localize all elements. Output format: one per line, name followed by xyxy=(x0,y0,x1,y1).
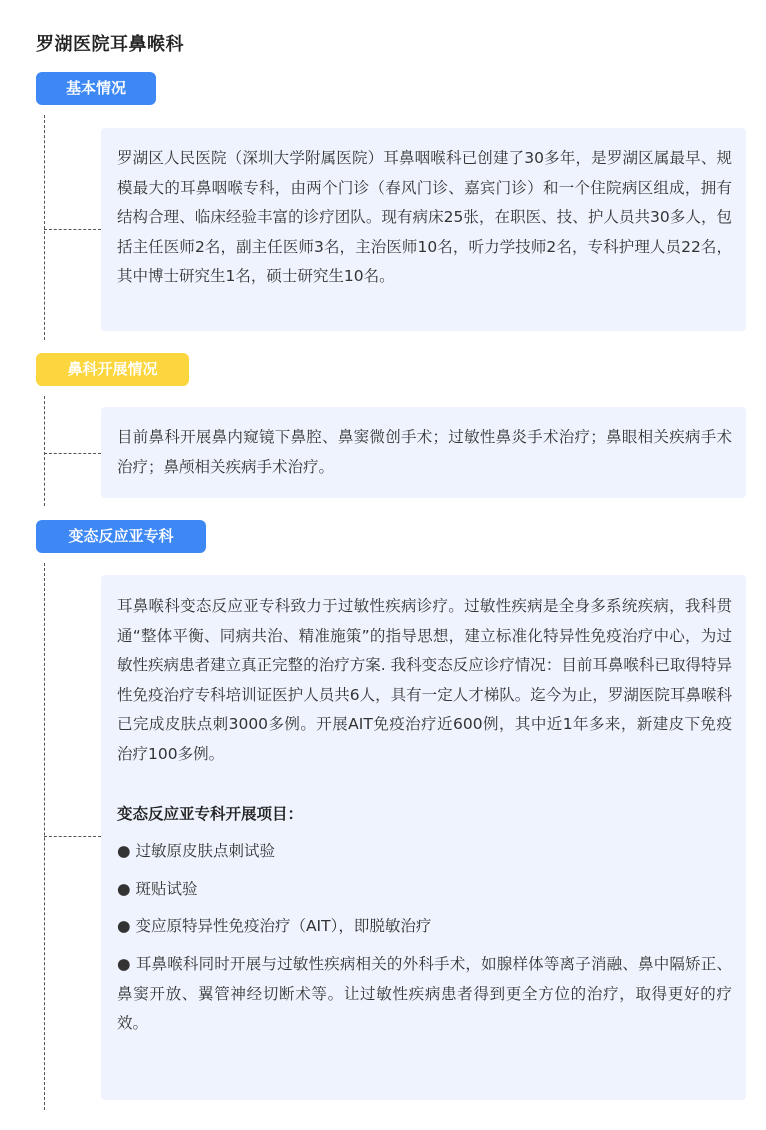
timeline-connector-nose xyxy=(44,453,101,454)
timeline-line-basic xyxy=(44,115,45,340)
section-card-nose xyxy=(101,407,746,498)
allergy-items-heading: 变态反应亚专科开展项目： xyxy=(117,804,304,823)
list-item: ● 斑贴试验 xyxy=(117,879,198,898)
timeline-connector-allergy xyxy=(44,836,101,837)
list-item: ● 过敏原皮肤点刺试验 xyxy=(117,842,275,861)
section-text-nose: 目前鼻科开展鼻内窥镜下鼻腔、鼻窦微创手术；过敏性鼻炎手术治疗；鼻眼相关疾病手术治疗；鼻颅相关疾病手术治疗。 xyxy=(117,428,732,476)
section-tag-basic: 基本情况 xyxy=(36,72,156,105)
section-tag-allergy: 变态反应亚专科 xyxy=(36,520,206,553)
section-tag-nose: 鼻科开展情况 xyxy=(36,353,189,386)
section-card-basic xyxy=(101,128,746,331)
page-title: 罗湖医院耳鼻喉科 xyxy=(36,34,184,55)
section-text-allergy: 耳鼻喉科变态反应亚专科致力于过敏性疾病诊疗。过敏性疾病是全身多系统疾病，我科贯通“整体平衡、同病共治、精准施策”的指导思想，建立标准化特异性免疫治疗中心，为过敏性疾病患者建立真正完整的治疗方案. 我科变态反应诊疗情况：目前耳鼻喉科已取得特异性免疫治疗专科培训证医护人员共6人，具有一定人才梯队。迄今为止，罗湖医院耳鼻喉科已完成皮肤点刺3000多例。开展AIT免疫治疗近600例，其中近1年多来，新建皮下免疫治疗100多例。 xyxy=(117,597,732,763)
timeline-line-nose xyxy=(44,396,45,506)
list-item: ● 耳鼻喉科同时开展与过敏性疾病相关的外科手术，如腺样体等离子消融、鼻中隔矫正、鼻窦开放、翼管神经切断术等。让过敏性疾病患者得到更全方位的治疗，取得更好的疗效。 xyxy=(117,954,732,1033)
section-text-basic: 罗湖区人民医院（深圳大学附属医院）耳鼻咽喉科已创建了30多年，是罗湖区属最早、规模最大的耳鼻咽喉专科，由两个门诊（春风门诊、嘉宾门诊）和一个住院病区组成，拥有结构合理、临床经验丰富的诊疗团队。现有病床25张，在职医、技、护人员共30多人，包括主任医师2名，副主任医师3名，主治医师10名，听力学技师2名，专科护理人员22名，其中博士研究生1名，硕士研究生10名。 xyxy=(117,149,732,286)
timeline-connector-basic xyxy=(44,229,101,230)
section-card-allergy xyxy=(101,575,746,1100)
list-item: ● 变应原特异性免疫治疗（AIT），即脱敏治疗 xyxy=(117,917,432,936)
